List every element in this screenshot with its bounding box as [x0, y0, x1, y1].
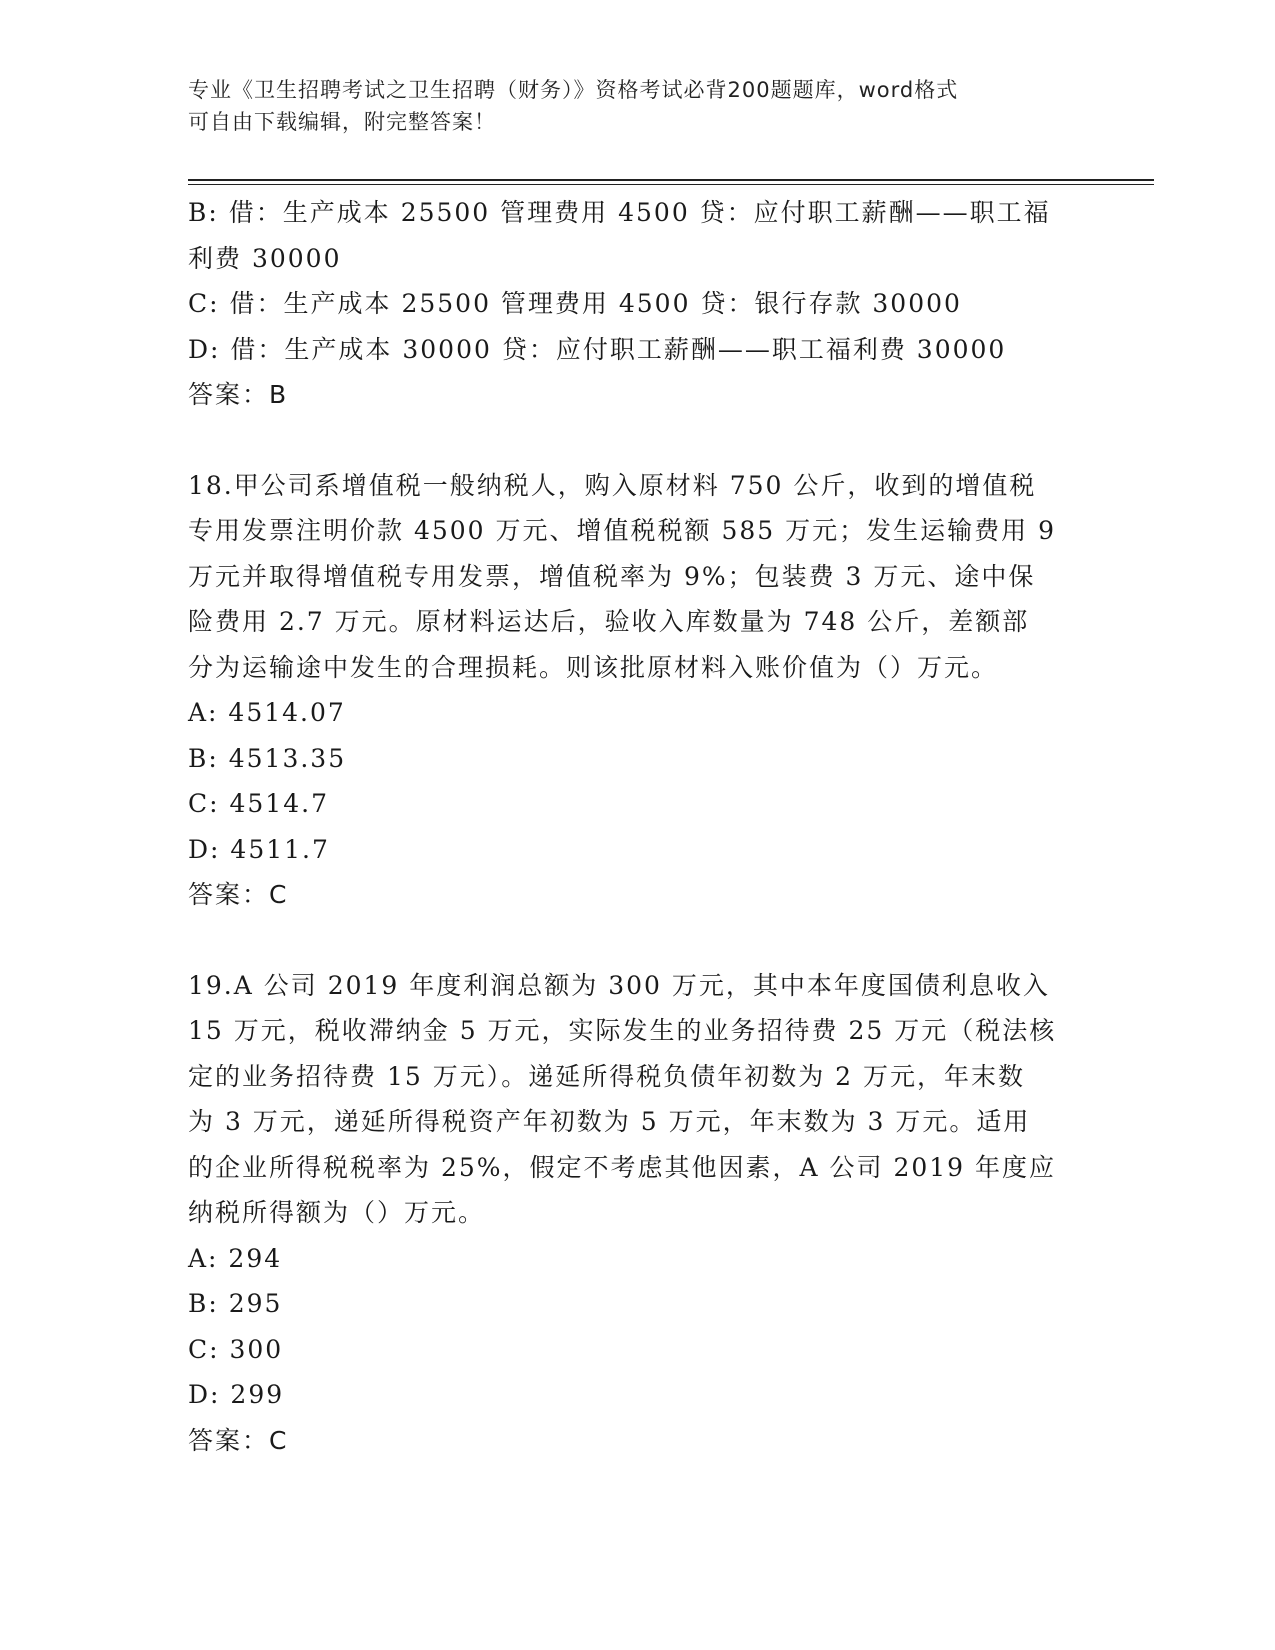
- option-d: D: 299: [188, 1380, 285, 1409]
- stem-line: 为 3 万元，递延所得税资产年初数为 5 万元，年末数为 3 万元。适用: [188, 1107, 1031, 1136]
- question-spacer: [188, 918, 1088, 963]
- option-b: B: 4513.35: [188, 743, 347, 773]
- question-18: [188, 463, 1088, 918]
- header-divider-thin: [188, 184, 1154, 185]
- stem-line: 19.A 公司 2019 年度利润总额为 300 万元，其中本年度国债利息收入: [188, 970, 1050, 1000]
- option-c: C: 借：生产成本 25500 管理费用 4500 贷：银行存款 30000: [188, 289, 962, 318]
- document-header: [188, 74, 1068, 138]
- answer-label: 答案：C: [188, 880, 289, 909]
- stem-line: 险费用 2.7 万元。原材料运达后，验收入库数量为 748 公斤，差额部: [188, 607, 1030, 636]
- option-a: A: 294: [188, 1243, 283, 1273]
- header-title-line-1: 专业《卫生招聘考试之卫生招聘（财务）》资格考试必背200题题库，word格式: [188, 78, 959, 102]
- answer-label: 答案：B: [188, 380, 289, 409]
- option-d: D: 借：生产成本 30000 贷：应付职工薪酬——职工福利费 30000: [188, 334, 1007, 364]
- question-spacer: [188, 418, 1088, 463]
- stem-line: 专用发票注明价款 4500 万元、增值税税额 585 万元；发生运输费用 9: [188, 516, 1056, 545]
- header-divider-thick: [188, 179, 1154, 181]
- stem-line: 18.甲公司系增值税一般纳税人，购入原材料 750 公斤，收到的增值税: [188, 470, 1037, 500]
- option-d: D: 4511.7: [188, 834, 330, 864]
- stem-line: 定的业务招待费 15 万元）。递延所得税负债年初数为 2 万元，年末数: [188, 1061, 1026, 1091]
- option-c: C: 300: [188, 1334, 284, 1364]
- question-stem: [188, 463, 1088, 691]
- option-c: C: 4514.7: [188, 789, 329, 818]
- stem-line: 万元并取得增值税专用发票，增值税率为 9%；包装费 3 万元、途中保: [188, 561, 1036, 591]
- answer-label: 答案：C: [188, 1425, 289, 1455]
- question-stem: [188, 963, 1088, 1236]
- stem-line: 15 万元，税收滞纳金 5 万元，实际发生的业务招待费 25 万元（税法核: [188, 1016, 1057, 1045]
- question-17-tail: [188, 190, 1088, 418]
- document-content: [188, 190, 1088, 1463]
- stem-line: 的企业所得税税率为 25%，假定不考虑其他因素，A 公司 2019 年度应: [188, 1152, 1057, 1182]
- option-a: A: 4514.07: [188, 698, 346, 727]
- stem-line: 分为运输途中发生的合理损耗。则该批原材料入账价值为（）万元。: [188, 652, 999, 682]
- stem-line: 纳税所得额为（）万元。: [188, 1198, 486, 1227]
- option-b: B: 295: [188, 1289, 283, 1318]
- header-title-line-2: 可自由下载编辑，附完整答案！: [188, 110, 496, 134]
- question-19: [188, 963, 1088, 1464]
- option-b: B: 借：生产成本 25500 管理费用 4500 贷：应付职工薪酬——职工福: [188, 198, 1051, 227]
- option-b-continuation: 利费 30000: [188, 243, 342, 273]
